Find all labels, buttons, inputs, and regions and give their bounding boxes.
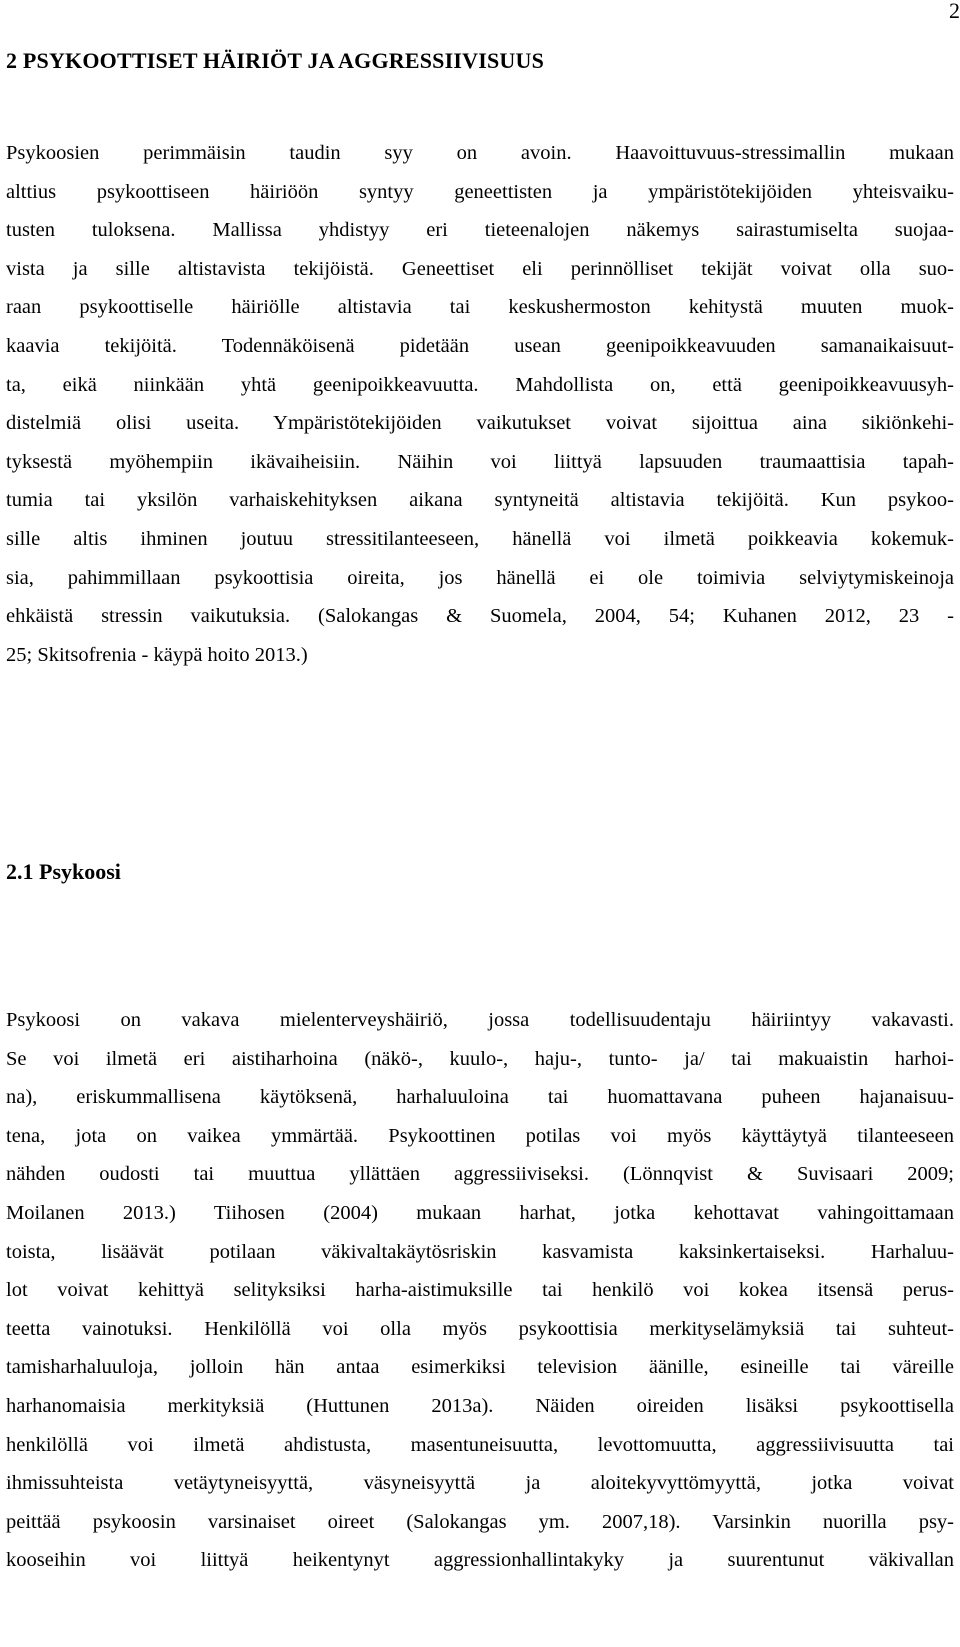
text-line: tamisharhaluuloja, jolloin hän antaa esimerkiksi television äänille, esineille tai väreille xyxy=(6,1356,954,1379)
text-line: peittää psykoosin varsinaiset oireet (Salokangas ym. 2007,18). Varsinkin nuorilla psy- xyxy=(6,1510,954,1533)
text-line: lot voivat kehittyä selityksiksi harha-aistimuksille tai henkilö voi kokea itsensä perus- xyxy=(6,1279,954,1302)
text-line: nähden oudosti tai muuttua yllättäen aggressiiviseksi. (Lönnqvist & Suvisaari 2009; xyxy=(6,1163,954,1186)
text-line: Psykoosi on vakava mielenterveyshäiriö, jossa todellisuudentaju häiriintyy vakavasti. xyxy=(6,1009,954,1031)
chapter-intro-paragraph xyxy=(6,134,954,674)
text-line: vista ja sille altistavista tekijöistä. Geneettiset eli perinnölliset tekijät voivat olla suo- xyxy=(6,257,954,280)
section-heading: 2.1 Psykoosi xyxy=(6,859,121,884)
text-line: raan psykoottiselle häiriölle altistavia tai keskushermoston kehitystä muuten muok- xyxy=(6,296,954,319)
text-line: tumia tai yksilön varhaiskehityksen aikana syntyneitä altistavia tekijöitä. Kun psykoo- xyxy=(6,489,954,512)
text-line: tyksestä myöhempiin ikävaiheisiin. Näihin voi liittyä lapsuuden traumaattisia tapah- xyxy=(6,450,954,473)
page-number: 2 xyxy=(949,0,960,23)
chapter-heading: 2 PSYKOOTTISET HÄIRIÖT JA AGGRESSIIVISUUS xyxy=(6,48,545,73)
text-line: harhanomaisia merkityksiä (Huttunen 2013a). Näiden oireiden lisäksi psykoottisella xyxy=(6,1394,954,1417)
text-line: tusten tuloksena. Mallissa yhdistyy eri tieteenalojen näkemys sairastumiselta suojaa- xyxy=(6,219,954,242)
text-line: 25; Skitsofrenia - käypä hoito 2013.) xyxy=(6,643,308,666)
text-line: distelmiä olisi useita. Ympäristötekijöiden vaikutukset voivat sijoittua aina sikiönkehi- xyxy=(6,412,954,435)
text-line: Psykoosien perimmäisin taudin syy on avoin. Haavoittuvuus-stressimallin mukaan xyxy=(6,142,954,164)
text-line: sille altis ihminen joutuu stressitilanteeseen, hänellä voi ilmetä poikkeavia kokemuk- xyxy=(6,527,954,550)
text-line: toista, lisäävät potilaan väkivaltakäytösriskin kasvamista kaksinkertaiseksi. Harhaluu- xyxy=(6,1240,954,1263)
text-line: Se voi ilmetä eri aistiharhoina (näkö-, kuulo-, haju-, tunto- ja/ tai makuaistin harhoi- xyxy=(6,1047,954,1070)
text-line: henkilöllä voi ilmetä ahdistusta, masentuneisuutta, levottomuutta, aggressiivisuutta tai xyxy=(6,1433,954,1456)
text-line: ta, eikä niinkään yhtä geenipoikkeavuutta. Mahdollista on, että geenipoikkeavuusyh- xyxy=(6,373,954,396)
text-line: tena, jota on vaikea ymmärtää. Psykoottinen potilas voi myös käyttäytyä tilanteeseen xyxy=(6,1124,954,1147)
text-line: sia, pahimmillaan psykoottisia oireita, jos hänellä ei ole toimivia selviytymiskeinoja xyxy=(6,566,954,589)
text-line: ehkäistä stressin vaikutuksia. (Salokangas & Suomela, 2004, 54; Kuhanen 2012, 23 - xyxy=(6,605,954,628)
text-line: alttius psykoottiseen häiriöön syntyy geneettisten ja ympäristötekijöiden yhteisvaiku- xyxy=(6,180,954,203)
text-line: kooseihin voi liittyä heikentynyt aggressionhallintakyky ja suurentunut väkivallan xyxy=(6,1549,954,1572)
text-line: na), eriskummallisena käytöksenä, harhaluuloina tai huomattavana puheen hajanaisuu- xyxy=(6,1086,954,1109)
text-line: teetta vainotuksi. Henkilöllä voi olla myös psykoottisia merkityselämyksiä tai suhteut- xyxy=(6,1317,954,1340)
text-line: Moilanen 2013.) Tiihosen (2004) mukaan harhat, jotka kehottavat vahingoittamaan xyxy=(6,1201,954,1224)
text-line: ihmissuhteista vetäytyneisyyttä, väsyneisyyttä ja aloitekyvyttömyyttä, jotka voivat xyxy=(6,1472,954,1495)
text-line: kaavia tekijöitä. Todennäköisenä pidetään usean geenipoikkeavuuden samanaikaisuut- xyxy=(6,334,954,357)
section-paragraph xyxy=(6,1001,954,1580)
